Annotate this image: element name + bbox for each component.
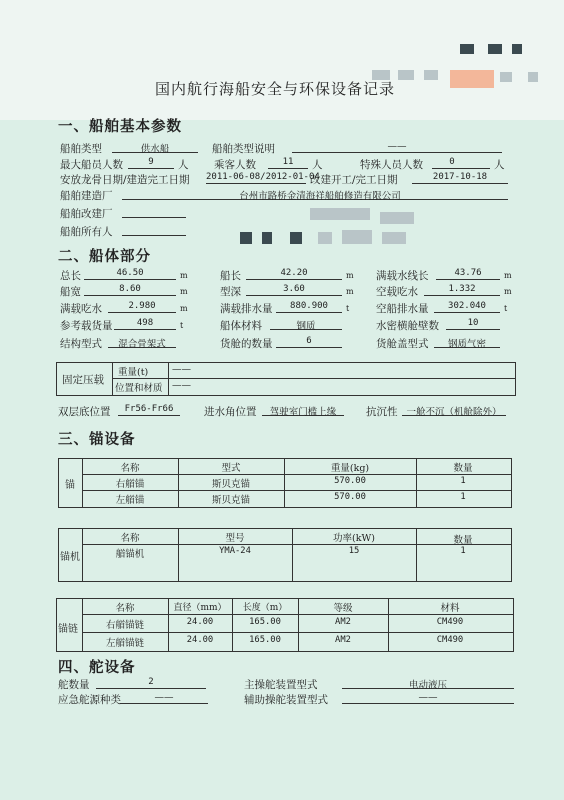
lbp-value: 42.20	[280, 268, 308, 278]
redaction-block	[382, 232, 406, 244]
chain-cell: CM490	[436, 617, 464, 627]
passengers-value: 11	[282, 157, 294, 167]
ballast-position-value: ——	[172, 380, 191, 391]
unit-m: m	[346, 287, 354, 296]
anchor-cell: 570.00	[334, 492, 366, 502]
structure-label: 结构型式	[60, 338, 102, 350]
rebuild-date-label: 改建开工/完工日期	[310, 174, 398, 186]
builder-label: 船舶建造厂	[60, 190, 113, 202]
ballast-label: 固定压载	[62, 374, 104, 386]
deadweight-label: 参考载货量	[60, 320, 113, 332]
section-heading-basic: 一、船舶基本参数	[58, 118, 182, 135]
unit-t: t	[504, 304, 508, 313]
emergency-steering-value: ——	[154, 692, 174, 703]
redaction-block	[528, 72, 538, 82]
material-value: 钢质	[296, 321, 316, 332]
anchor-header: 型式	[221, 463, 241, 474]
max-crew-label: 最大船员人数	[60, 159, 123, 171]
holds-value: 6	[306, 336, 312, 346]
unit-m: m	[346, 271, 354, 280]
windlass-header: 型号	[225, 533, 245, 544]
unit-m: m	[504, 287, 512, 296]
chain-cell: 24.00	[186, 617, 214, 627]
redaction-block	[380, 212, 414, 224]
ship-type-note-label: 船舶类型说明	[212, 143, 275, 155]
draft-label: 满载吃水	[60, 303, 102, 315]
displacement-value: 880.900	[290, 301, 328, 311]
person-unit: 人	[494, 159, 505, 171]
unit-t: t	[346, 304, 350, 313]
loa-value: 46.50	[116, 268, 144, 278]
windlass-cell: YMA-24	[219, 546, 251, 556]
double-bottom-value: Fr56-Fr66	[124, 404, 174, 414]
anchor-header: 重量(kg)	[330, 463, 370, 474]
hatch-label: 货舱盖型式	[376, 338, 429, 350]
material-label: 船体材料	[220, 320, 262, 332]
person-unit: 人	[312, 159, 323, 171]
page-title: 国内航行海船安全与环保设备记录	[155, 80, 396, 98]
main-steering-label: 主操舵装置型式	[244, 679, 318, 691]
depth-label: 型深	[220, 286, 241, 298]
bulkheads-value: 10	[467, 318, 479, 328]
anchor-cell: 1	[460, 476, 466, 486]
page-header-area	[0, 0, 564, 120]
anchor-cell: 1	[460, 492, 466, 502]
draft-value: 2.980	[128, 301, 156, 311]
beam-label: 船宽	[60, 286, 81, 298]
double-bottom-label: 双层底位置	[58, 406, 111, 418]
redaction-block	[500, 72, 512, 82]
light-displacement-label: 空船排水量	[376, 303, 429, 315]
unit-m: m	[180, 304, 188, 313]
chain-cell: AM2	[335, 635, 351, 645]
redaction-block	[240, 232, 252, 244]
ballast-position-label: 位置和材质	[115, 383, 163, 394]
anchor-cell: 右艏锚	[115, 479, 145, 490]
redaction-block	[450, 70, 494, 88]
rebuilder-label: 船舶改建厂	[60, 208, 113, 220]
aux-steering-label: 辅助操舵装置型式	[244, 694, 328, 706]
redaction-block	[318, 232, 332, 244]
unsinkability-label: 抗沉性	[366, 406, 398, 418]
chain-cell: AM2	[335, 617, 351, 627]
redaction-block	[262, 232, 272, 244]
light-displacement-value: 302.040	[448, 301, 486, 311]
unit-m: m	[180, 271, 188, 280]
unsinkability-value: 一舱不沉（机舱除外）	[406, 407, 502, 418]
max-crew-value: 9	[148, 157, 154, 167]
redaction-block	[342, 230, 372, 244]
person-unit: 人	[178, 159, 189, 171]
ballast-weight-label: 重量(t)	[118, 367, 149, 378]
anchor-cell: 570.00	[334, 476, 366, 486]
redaction-block	[290, 232, 302, 244]
builder-value: 台州市路桥金清海祥船舶修造有限公司	[239, 191, 401, 202]
chain-cell: 24.00	[186, 635, 214, 645]
displacement-label: 满载排水量	[220, 303, 273, 315]
aux-steering-value: ——	[418, 692, 438, 703]
chain-cell: 165.00	[249, 635, 281, 645]
main-steering-value: 电动液压	[408, 680, 447, 691]
chain-cell: 左艏锚链	[105, 638, 144, 649]
rudder-count-value: 2	[148, 677, 154, 687]
flood-angle-label: 进水角位置	[204, 406, 257, 418]
section-heading-hull: 二、船体部分	[58, 248, 151, 265]
anchor-cell: 左艏锚	[115, 495, 145, 506]
ship-type-label: 船舶类型	[60, 143, 102, 155]
chain-cell: 165.00	[249, 617, 281, 627]
windlass-side-label: 锚机	[60, 552, 80, 563]
passengers-label: 乘客人数	[214, 159, 256, 171]
redaction-block	[398, 70, 414, 80]
anchor-cell: 斯贝克锚	[211, 495, 250, 506]
emergency-steering-label: 应急舵源种类	[58, 694, 121, 706]
anchor-header: 数量	[453, 463, 473, 474]
windlass-cell: 1	[460, 546, 466, 556]
redaction-block	[424, 70, 438, 80]
redaction-block	[460, 44, 474, 54]
chain-header: 名称	[115, 603, 135, 614]
section-heading-rudder: 四、舵设备	[58, 659, 136, 676]
anchor-cell: 斯贝克锚	[211, 479, 250, 490]
structure-value: 混合骨架式	[118, 339, 166, 350]
ship-type-note-value: ——	[387, 141, 407, 152]
depth-value: 3.60	[283, 284, 305, 294]
chain-header: 材料	[440, 603, 460, 614]
unit-m: m	[504, 271, 512, 280]
keel-date-value: 2011-06-08/2012-01-04	[206, 172, 320, 182]
light-draft-label: 空载吃水	[376, 286, 418, 298]
chain-header: 等级	[333, 603, 353, 614]
anchor-side-label: 锚	[65, 480, 75, 491]
deadweight-value: 498	[136, 318, 154, 328]
special-value: 0	[449, 157, 455, 167]
anchor-header: 名称	[120, 463, 140, 474]
redaction-block	[488, 44, 502, 54]
owner-label: 船舶所有人	[60, 226, 113, 238]
redaction-block	[512, 44, 522, 54]
windlass-header: 功率(kW)	[333, 533, 375, 544]
chain-header: 长度（m）	[242, 603, 288, 613]
windlass-cell: 15	[348, 546, 360, 556]
rebuild-date-value: 2017-10-18	[432, 172, 488, 182]
ballast-weight-value: ——	[172, 364, 191, 375]
unit-t: t	[180, 321, 184, 330]
ship-type-value: 供水船	[140, 144, 170, 155]
wl-label: 满载水线长	[376, 270, 429, 282]
wl-value: 43.76	[454, 268, 482, 278]
windlass-header: 数量	[453, 535, 473, 546]
windlass-cell: 艏锚机	[115, 549, 145, 560]
chain-cell: 右艏锚链	[105, 620, 144, 631]
section-heading-anchor: 三、锚设备	[58, 431, 136, 448]
light-draft-value: 1.332	[448, 284, 476, 294]
chain-cell: CM490	[436, 635, 464, 645]
holds-label: 货舱的数量	[220, 338, 273, 350]
chain-side-label: 锚链	[58, 624, 78, 635]
rudder-count-label: 舵数量	[58, 679, 90, 691]
keel-date-label: 安放龙骨日期/建造完工日期	[60, 174, 190, 186]
loa-label: 总长	[60, 270, 81, 282]
hatch-value: 钢质气密	[447, 339, 486, 350]
unit-m: m	[180, 287, 188, 296]
beam-value: 8.60	[119, 284, 141, 294]
chain-header: 直径（mm）	[173, 603, 227, 613]
windlass-header: 名称	[120, 533, 140, 544]
bulkheads-label: 水密横舱壁数	[376, 320, 439, 332]
redaction-block	[310, 208, 370, 220]
special-label: 特殊人员人数	[360, 159, 423, 171]
lbp-label: 船长	[220, 270, 241, 282]
flood-angle-value: 驾驶室门槛上缘	[269, 407, 337, 418]
